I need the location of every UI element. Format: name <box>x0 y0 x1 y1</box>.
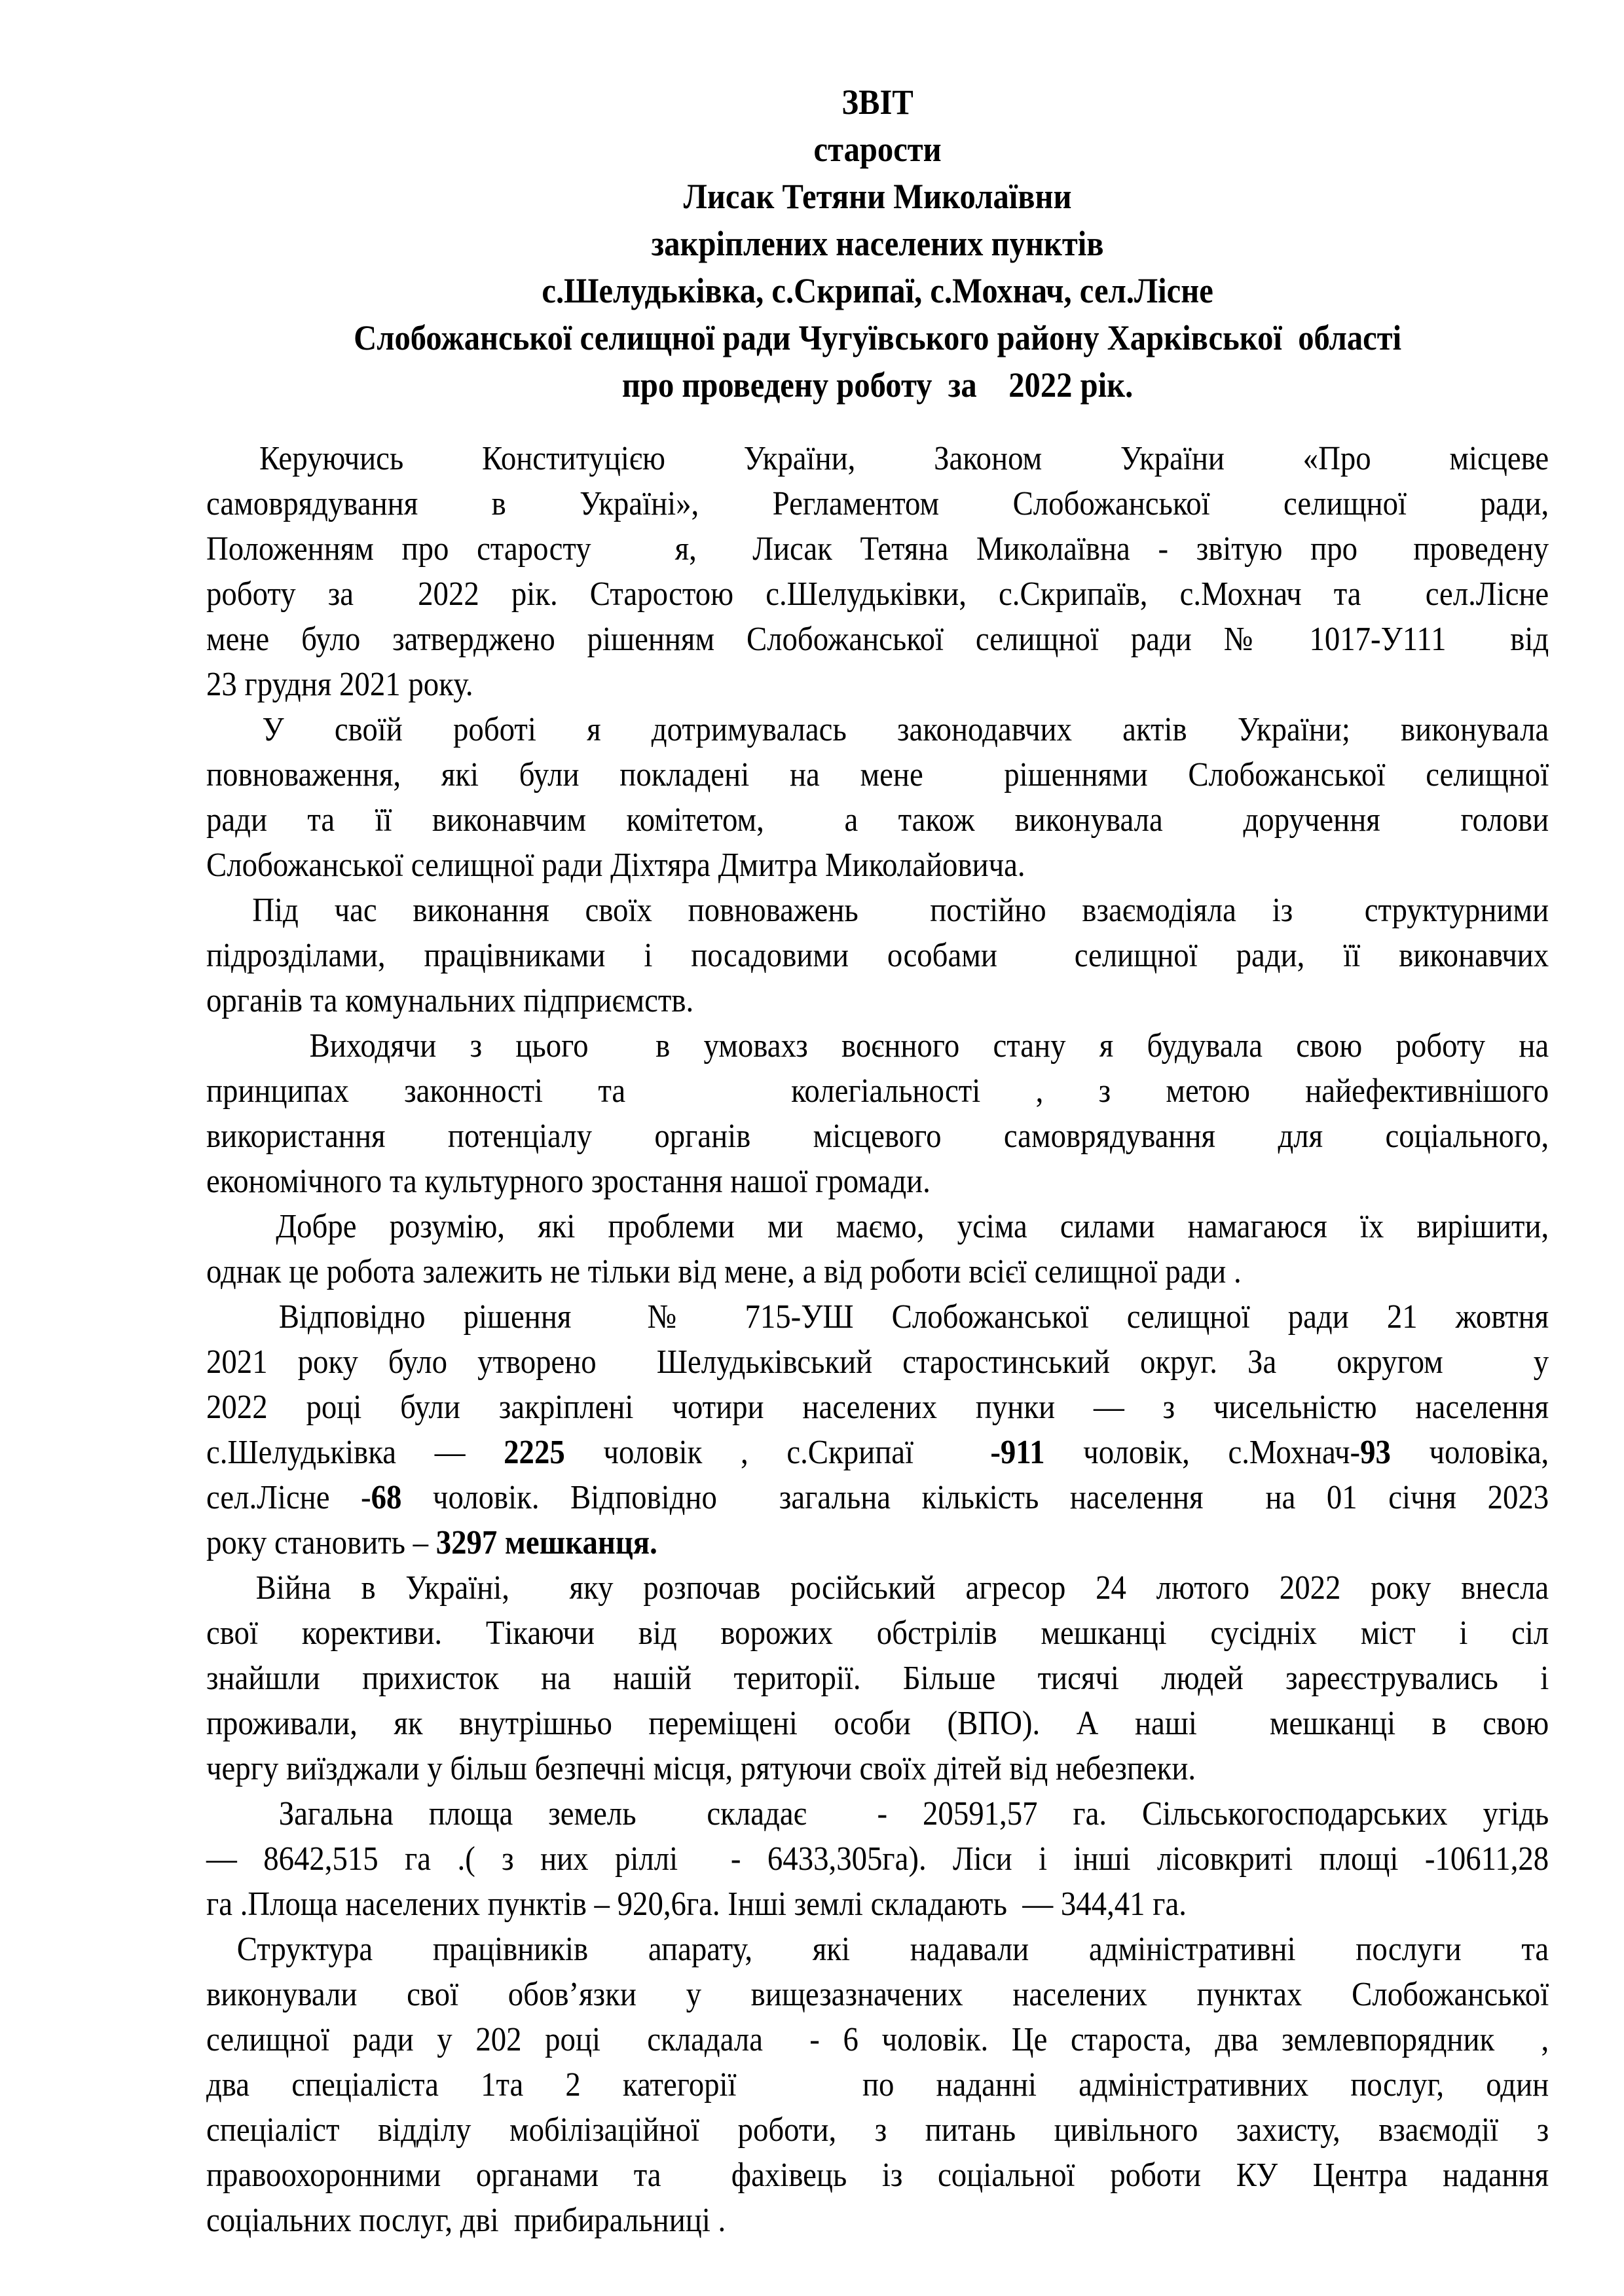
text-line <box>206 526 1549 572</box>
text-segment: Під час виконання своїх повноважень постійно взаємодіяла із структурними <box>252 892 1549 929</box>
text-line <box>206 1023 1549 1068</box>
title-line: с.Шелудьківка, с.Скрипаї, с.Мохнач, сел.Лісне <box>542 271 1213 310</box>
text-segment: сел.Лісне - <box>206 1479 371 1516</box>
text-segment: 23 грудня 2021 року. <box>206 666 473 703</box>
text-line <box>206 1249 1549 1294</box>
bold-text-segment: 3297 мешканця. <box>435 1524 657 1561</box>
paragraph <box>206 436 1549 707</box>
text-segment: Війна в Україні, яку розпочав російський агресор 24 лютого 2022 року внесла <box>255 1569 1549 1607</box>
text-segment: с.Шелудьківка — <box>206 1434 504 1471</box>
text-segment: спеціаліст відділу мобілізаційної роботи, з питань цивільного захисту, взаємодії з <box>206 2111 1549 2149</box>
text-segment: економічного та культурного зростання нашої громади. <box>206 1163 931 1200</box>
text-segment: знайшли прихисток на нашій території. Більше тисячі людей зареєструвались і <box>206 1660 1549 1697</box>
text-line <box>206 1114 1549 1159</box>
text-segment: органів та комунальних підприємств. <box>206 982 694 1019</box>
text-segment: два спеціаліста 1та 2 категорії по наданні адміністративних послуг, один <box>206 2066 1549 2104</box>
text-line <box>206 1430 1549 1475</box>
text-line <box>206 617 1549 662</box>
text-line <box>206 572 1549 617</box>
text-line <box>206 662 1549 707</box>
title-line: Лисак Тетяни Миколаївни <box>683 177 1072 216</box>
text-line <box>206 1791 1549 1836</box>
text-segment: — 8642,515 га .( з них ріллі - 6433,305га). Ліси і інші лісовкриті площі -10611,28 <box>206 1840 1549 1878</box>
title-line: ЗВІТ <box>841 82 913 122</box>
bold-text-segment: -911 <box>990 1434 1045 1471</box>
text-segment: виконували свої обов’язки у вищезазначених населених пунктах Слобожанської <box>206 1976 1549 2013</box>
bold-text-segment: 2225 <box>504 1434 565 1471</box>
text-line <box>206 843 1549 888</box>
text-segment: чергу виїзджали у більш безпечні місця, рятуючи своїх дітей від небезпеки. <box>206 1750 1196 1787</box>
text-line <box>206 1520 1549 1565</box>
text-line <box>206 1972 1549 2017</box>
text-segment: Структура працівників апарату, які надавали адміністративні послуги та <box>236 1931 1549 1968</box>
text-line <box>206 1294 1549 1339</box>
text-segment: 2021 року було утворено Шелудьківський старостинський округ. За округом у <box>206 1343 1549 1381</box>
bold-text-segment: 93 <box>1360 1434 1391 1471</box>
text-segment: повноваження, які були покладені на мене рішеннями Слобожанської селищної <box>206 756 1549 793</box>
text-line <box>206 752 1549 797</box>
text-line <box>206 1746 1549 1791</box>
paragraph <box>206 1023 1549 1204</box>
document-body <box>206 436 1549 2243</box>
paragraph <box>206 707 1549 888</box>
paragraph <box>206 1565 1549 1791</box>
text-segment: мене було затверджено рішенням Слобожанської селищної ради № 1017-У111 від <box>206 621 1549 658</box>
title-line: Слобожанської селищної ради Чугуївського району Харківської області <box>354 318 1402 357</box>
text-segment: чоловік , с.Скрипаї <box>564 1434 991 1471</box>
paragraph <box>206 1204 1549 1294</box>
text-segment: Виходячи з цього в умовахз воєнного стану я будувала свою роботу на <box>309 1027 1549 1065</box>
paragraph <box>206 1927 1549 2243</box>
title-line: старости <box>813 130 942 169</box>
text-line <box>206 1475 1549 1520</box>
text-line <box>206 933 1549 978</box>
text-segment: принципах законності та колегіальності , з метою найефективнішого <box>206 1072 1549 1110</box>
text-segment: Положенням про старосту я, Лисак Тетяна Миколаївна - звітую про проведену <box>206 530 1549 568</box>
text-segment: проживали, як внутрішньо переміщені особи (ВПО). А наші мешканці в свою <box>206 1705 1549 1742</box>
text-segment: свої корективи. Тікаючи від ворожих обстрілів мешканці сусідніх міст і сіл <box>206 1614 1549 1652</box>
text-line <box>206 707 1549 752</box>
text-segment: самоврядування в Україні», Регламентом Слобожанської селищної ради, <box>206 485 1549 522</box>
text-segment: 2022 році були закріплені чотири населених пунки — з чисельністю населення <box>206 1389 1549 1426</box>
text-segment: чоловік. Відповідно загальна кількість населення на 01 січня 2023 <box>401 1479 1549 1516</box>
text-line <box>206 1159 1549 1204</box>
text-line <box>206 2153 1549 2198</box>
text-line <box>206 2062 1549 2107</box>
text-segment: селищної ради у 202 році складала - 6 чоловік. Це староста, два землевпорядник , <box>206 2021 1549 2058</box>
paragraph <box>206 1791 1549 1927</box>
text-line <box>206 1836 1549 1882</box>
paragraph <box>206 1294 1549 1565</box>
title-line: закріплених населених пунктів <box>651 224 1104 263</box>
text-line <box>206 1611 1549 1656</box>
title-line: про проведену роботу за 2022 рік. <box>621 365 1134 405</box>
text-segment: використання потенціалу органів місцевого самоврядування для соціального, <box>206 1118 1549 1155</box>
text-segment: ради та її виконавчим комітетом, а також виконувала доручення голови <box>206 801 1549 839</box>
text-line <box>206 436 1549 481</box>
text-line <box>206 1656 1549 1701</box>
text-segment: роботу за 2022 рік. Старостою с.Шелудьківки, с.Скрипаїв, с.Мохнач та сел.Лісне <box>206 575 1549 613</box>
text-line <box>206 2198 1549 2243</box>
text-line <box>206 1701 1549 1746</box>
text-line <box>206 1565 1549 1611</box>
text-segment: року становить – <box>206 1524 436 1561</box>
text-line <box>206 978 1549 1023</box>
text-segment: га .Площа населених пунктів – 920,6га. Інші землі складають — 344,41 га. <box>206 1886 1187 1923</box>
document-content <box>206 79 1549 2243</box>
text-line <box>206 2017 1549 2062</box>
text-line <box>206 1204 1549 1249</box>
text-line <box>206 1927 1549 1972</box>
text-line <box>206 2107 1549 2153</box>
text-line <box>206 888 1549 933</box>
text-segment: У своїй роботі я дотримувалась законодавчих актів України; виконувала <box>262 711 1549 748</box>
bold-text-segment: 68 <box>371 1479 402 1516</box>
text-segment: соціальних послуг, дві прибиральниці . <box>206 2202 726 2239</box>
text-segment: Слобожанської селищної ради Діхтяра Дмитра Миколайовича. <box>206 847 1025 884</box>
text-segment: правоохоронними органами та фахівець із соціальної роботи КУ Центра надання <box>206 2157 1549 2194</box>
text-segment: Загальна площа земель складає - 20591,57 га. Сільськогосподарських угідь <box>278 1795 1549 1832</box>
text-segment: Добре розумію, які проблеми ми маємо, усіма силами намагаюся їх вирішити, <box>276 1208 1549 1245</box>
text-line <box>206 797 1549 843</box>
document-title <box>206 79 1549 409</box>
text-line <box>206 1339 1549 1385</box>
text-line <box>206 481 1549 526</box>
text-segment: однак це робота залежить не тільки від мене, а від роботи всієї селищної ради . <box>206 1253 1242 1290</box>
text-line <box>206 1882 1549 1927</box>
paragraph <box>206 888 1549 1023</box>
text-segment: Відповідно рішення № 715-УШ Слобожанської селищної ради 21 жовтня <box>278 1298 1549 1336</box>
text-line <box>206 1068 1549 1114</box>
text-segment: чоловік, с.Мохнач- <box>1044 1434 1361 1471</box>
text-line <box>206 1385 1549 1430</box>
text-segment: чоловіка, <box>1390 1434 1549 1471</box>
text-segment: Керуючись Конституцією України, Законом України «Про місцеве <box>259 440 1549 477</box>
text-segment: підрозділами, працівниками і посадовими особами селищної ради, її виконавчих <box>206 937 1549 974</box>
